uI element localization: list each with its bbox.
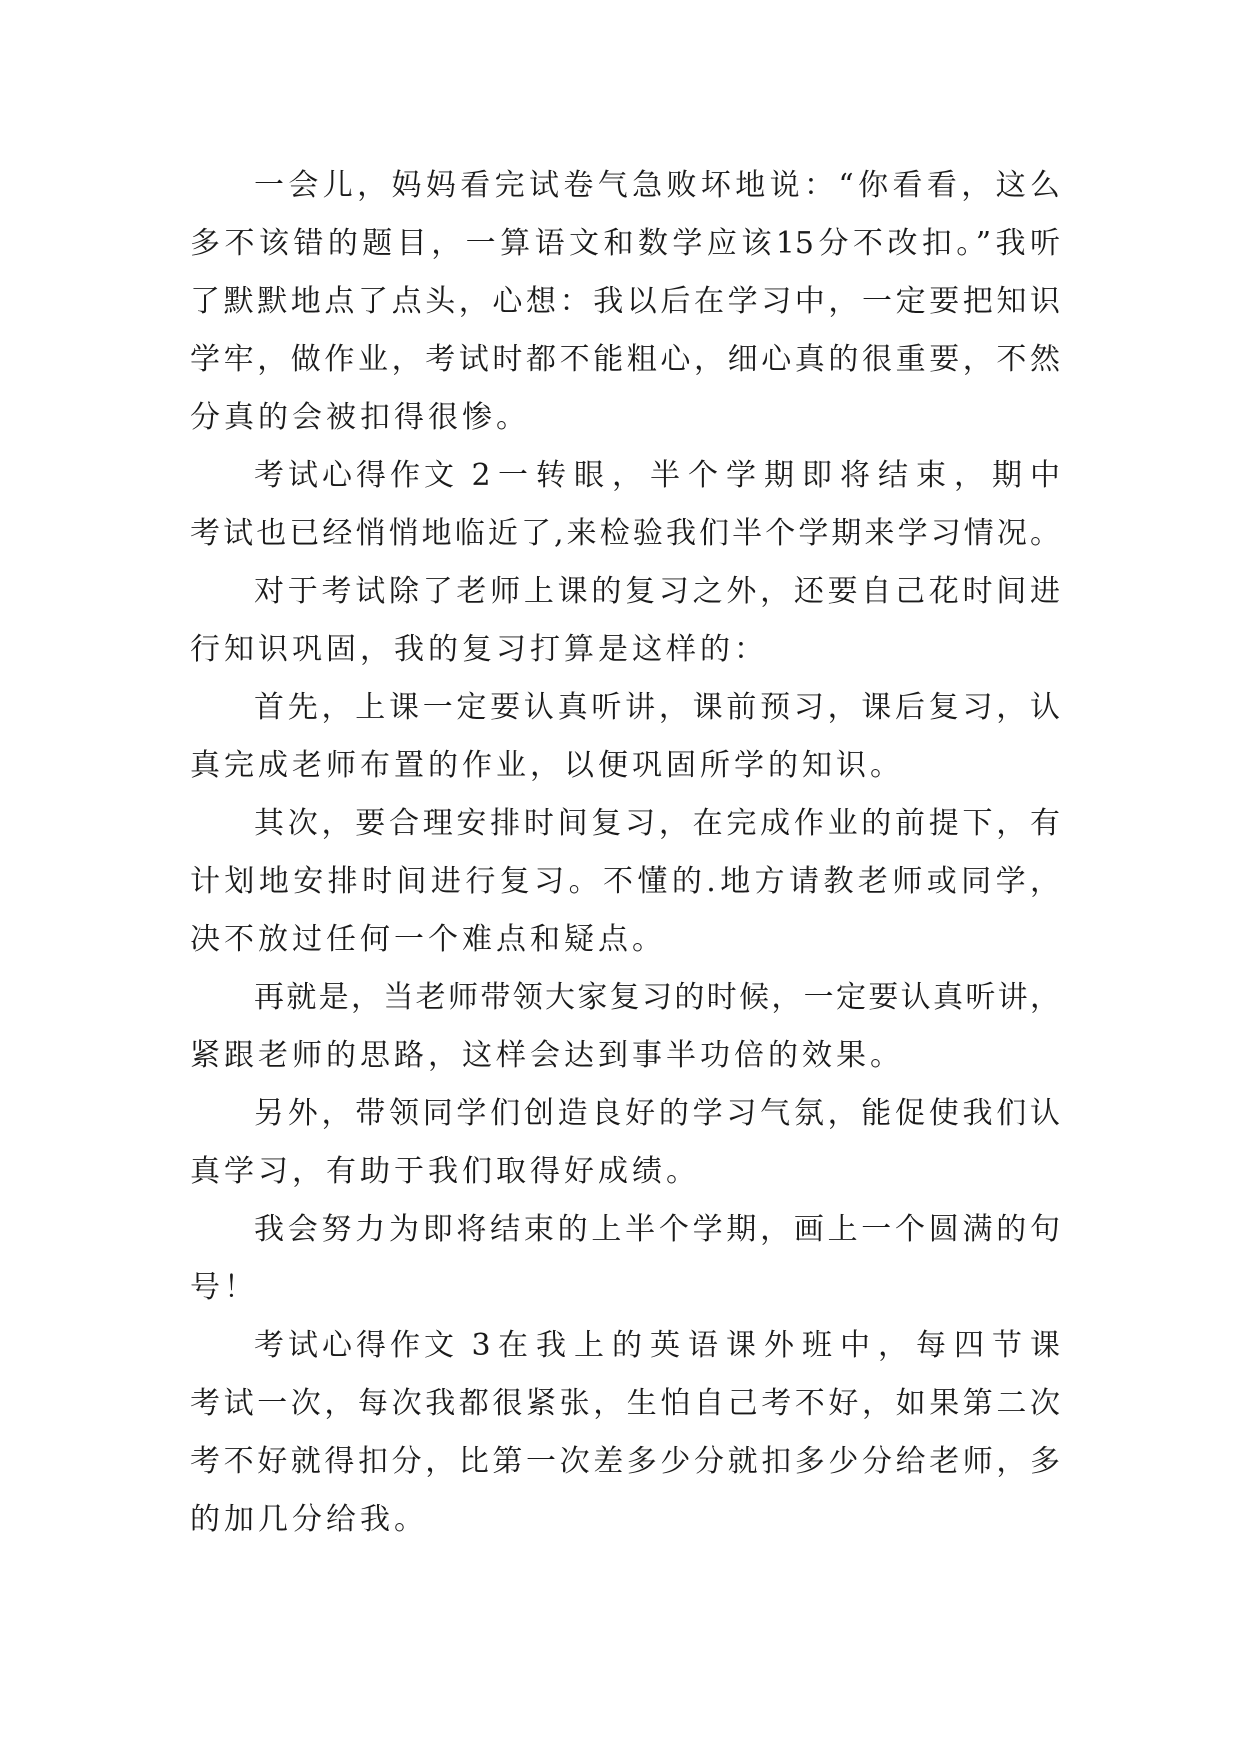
paragraph — [190, 447, 1060, 563]
text-line: 真学习，有助于我们取得好成绩。 — [190, 1154, 700, 1189]
text-line: 的加几分给我。 — [190, 1502, 428, 1537]
paragraph — [190, 1085, 1060, 1201]
text-line: 分真的会被扣得很惨。 — [190, 400, 530, 435]
text-line: 学牢，做作业，考试时都不能粗心，细心真的很重要，不然 — [190, 342, 1060, 377]
section-heading-row — [190, 447, 1060, 505]
text-line: 决不放过任何一个难点和疑点。 — [190, 922, 666, 957]
paragraph — [190, 1201, 1060, 1317]
paragraph — [190, 679, 1060, 795]
text-line: 计划地安排时间进行复习。不懂的.地方请教老师或同学， — [190, 864, 1060, 899]
paragraph — [190, 563, 1060, 679]
text-line: 考试一次，每次我都很紧张，生怕自己考不好，如果第二次 — [190, 1386, 1060, 1421]
text-line: 行知识巩固，我的复习打算是这样的： — [190, 632, 768, 667]
text-line: 另外，带领同学们创造良好的学习气氛，能促使我们认 — [254, 1096, 1060, 1131]
text-line: 对于考试除了老师上课的复习之外，还要自己花时间进 — [254, 574, 1060, 609]
document-body — [190, 157, 1060, 1549]
section-heading: 考试心得作文 3 — [254, 1328, 495, 1363]
paragraph — [190, 969, 1060, 1085]
text-line: 多不该错的题目，一算语文和数学应该15分不改扣。”我听 — [190, 226, 1060, 261]
text-line: 考不好就得扣分，比第一次差多少分就扣多少分给老师，多 — [190, 1444, 1060, 1479]
text-line: 考试也已经悄悄地临近了,来检验我们半个学期来学习情况。 — [190, 516, 1060, 551]
paragraph — [190, 157, 1060, 447]
text-line: 首先，上课一定要认真听讲，课前预习，课后复习，认 — [254, 690, 1060, 725]
text-line: 一会儿，妈妈看完试卷气急败坏地说：“你看看，这么 — [254, 168, 1060, 203]
text-line: 在我上的英语课外班中，每四节课 — [498, 1328, 1060, 1363]
text-line: 紧跟老师的思路，这样会达到事半功倍的效果。 — [190, 1038, 904, 1073]
text-line: 真完成老师布置的作业，以便巩固所学的知识。 — [190, 748, 904, 783]
text-line: 再就是，当老师带领大家复习的时候，一定要认真听讲， — [254, 980, 1060, 1015]
text-line: 我会努力为即将结束的上半个学期，画上一个圆满的句 — [254, 1212, 1060, 1247]
text-line: 了默默地点了点头，心想：我以后在学习中，一定要把知识 — [190, 284, 1060, 319]
paragraph — [190, 1317, 1060, 1549]
text-line: 其次，要合理安排时间复习，在完成作业的前提下，有 — [254, 806, 1060, 841]
section-heading-row — [190, 1317, 1060, 1375]
section-heading: 考试心得作文 2 — [254, 458, 495, 493]
paragraph — [190, 795, 1060, 969]
text-line: 一转眼，半个学期即将结束，期中 — [498, 458, 1060, 493]
text-line: 号！ — [190, 1270, 258, 1305]
